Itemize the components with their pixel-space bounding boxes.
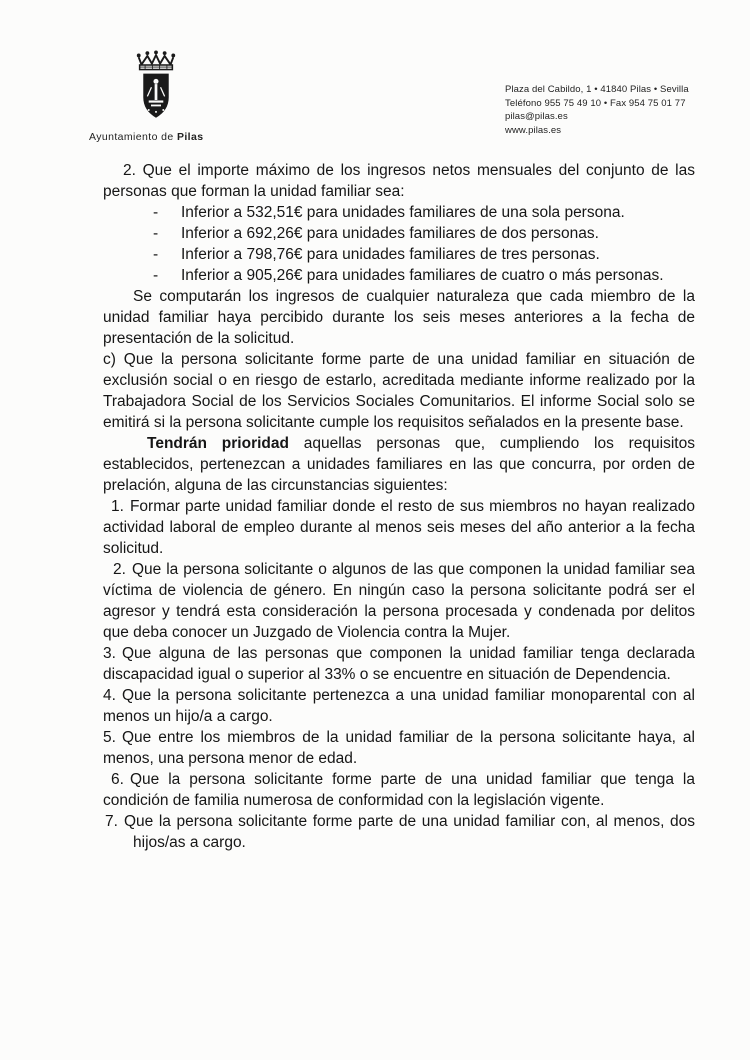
contact-website: www.pilas.es bbox=[505, 124, 562, 136]
item-number: 4. bbox=[103, 687, 116, 704]
paragraph-income-intro: 2. Que el importe máximo de los ingresos netos mensuales del conjunto de las personas que forman la unidad familiar sea: bbox=[103, 162, 695, 200]
dash-marker: - bbox=[153, 225, 159, 242]
org-name-bold: Pilas bbox=[176, 131, 204, 143]
pilas-coat-of-arms-icon bbox=[128, 50, 184, 130]
item-text: Que alguna de las personas que componen la unidad familiar tenga declarada discapacidad igual o superior al 33% o se encuentre en situación de Dependencia. bbox=[103, 645, 695, 683]
org-name-prefix: Ayuntamiento de bbox=[89, 131, 177, 143]
list-item-text: Inferior a 692,26€ para unidades familiares de dos personas. bbox=[181, 225, 599, 242]
item-text: Que la persona solicitante forme parte de una unidad familiar que tenga la condición de familia numerosa de conformidad con la legislación vigente. bbox=[103, 771, 695, 809]
item-text: Que la persona solicitante pertenezca a una unidad familiar monoparental con al menos un hijo/a a cargo. bbox=[103, 687, 695, 725]
paragraph-priority bbox=[103, 433, 695, 496]
paragraph-income-note: Se computarán los ingresos de cualquier naturaleza que cada miembro de la unidad familiar haya percibido durante los seis meses anteriores a la fecha de presentación de la solicitud. bbox=[103, 288, 695, 347]
criteria-item-7 bbox=[103, 811, 695, 853]
list-item bbox=[103, 202, 695, 223]
list-item bbox=[103, 265, 695, 286]
criteria-item-1 bbox=[103, 496, 695, 559]
paragraph-clause-c: c) Que la persona solicitante forme parte de una unidad familiar en situación de exclusión social o en riesgo de estarlo, acreditada mediante informe realizado por la Trabajadora Social de los Servicios Sociales Comunitarios. El informe Social solo se emitirá si la persona solicitante cumple los requisitos señalados en la presente base. bbox=[103, 351, 695, 431]
dash-marker: - bbox=[153, 204, 159, 221]
list-item-text: Inferior a 532,51€ para unidades familiares de una sola persona. bbox=[181, 204, 625, 221]
item-text: Que la persona solicitante forme parte de una unidad familiar con, al menos, dos hijos/as a cargo. bbox=[123, 813, 695, 851]
item-text: Formar parte unidad familiar donde el resto de sus miembros no hayan realizado actividad laboral de empleo durante al menos seis meses del año anterior a la fecha solicitud. bbox=[103, 498, 695, 557]
list-item bbox=[103, 223, 695, 244]
list-item-text: Inferior a 798,76€ para unidades familiares de tres personas. bbox=[181, 246, 600, 263]
document-body bbox=[103, 160, 695, 853]
dash-marker: - bbox=[153, 246, 159, 263]
priority-bold-lead: Tendrán prioridad bbox=[147, 435, 289, 452]
org-name bbox=[89, 131, 203, 143]
item-number: 5. bbox=[103, 729, 116, 746]
criteria-item-3 bbox=[103, 643, 695, 685]
item-text: Que la persona solicitante o algunos de las que componen la unidad familiar sea víctima de violencia de género. En ningún caso la persona solicitante podrá ser el agresor y tendrá esta consideración la persona procesada y condenada por delitos que deba conocer un Juzgado de Violencia contra la Mujer. bbox=[103, 561, 695, 641]
list-item bbox=[103, 244, 695, 265]
criteria-item-2 bbox=[103, 559, 695, 643]
criteria-item-4 bbox=[103, 685, 695, 727]
item-text: Que entre los miembros de la unidad familiar de la persona solicitante haya, al menos, una persona menor de edad. bbox=[103, 729, 695, 767]
item-number: 3. bbox=[103, 645, 116, 662]
contact-email: pilas@pilas.es bbox=[505, 111, 568, 122]
item-number: 6. bbox=[111, 771, 124, 788]
item-number: 1. bbox=[111, 498, 124, 515]
criteria-item-6 bbox=[103, 769, 695, 811]
contact-phone-fax: Teléfono 955 75 49 10 • Fax 954 75 01 77 bbox=[505, 97, 686, 109]
item-number: 7. bbox=[105, 813, 118, 830]
contact-block bbox=[505, 83, 689, 137]
priority-rest: aquellas personas que, cumpliendo los requisitos establecidos, pertenezcan a unidades familiares en las que concurra, por orden de prelación, alguna de las circunstancias siguientes: bbox=[103, 435, 695, 494]
criteria-item-5 bbox=[103, 727, 695, 769]
list-item-text: Inferior a 905,26€ para unidades familiares de cuatro o más personas. bbox=[181, 267, 664, 284]
criteria-list bbox=[103, 496, 695, 853]
contact-address: Plaza del Cabildo, 1 • 41840 Pilas • Sevilla bbox=[505, 84, 689, 95]
item-number: 2. bbox=[113, 561, 126, 578]
dash-marker: - bbox=[153, 267, 159, 284]
income-thresholds-list bbox=[103, 202, 695, 286]
